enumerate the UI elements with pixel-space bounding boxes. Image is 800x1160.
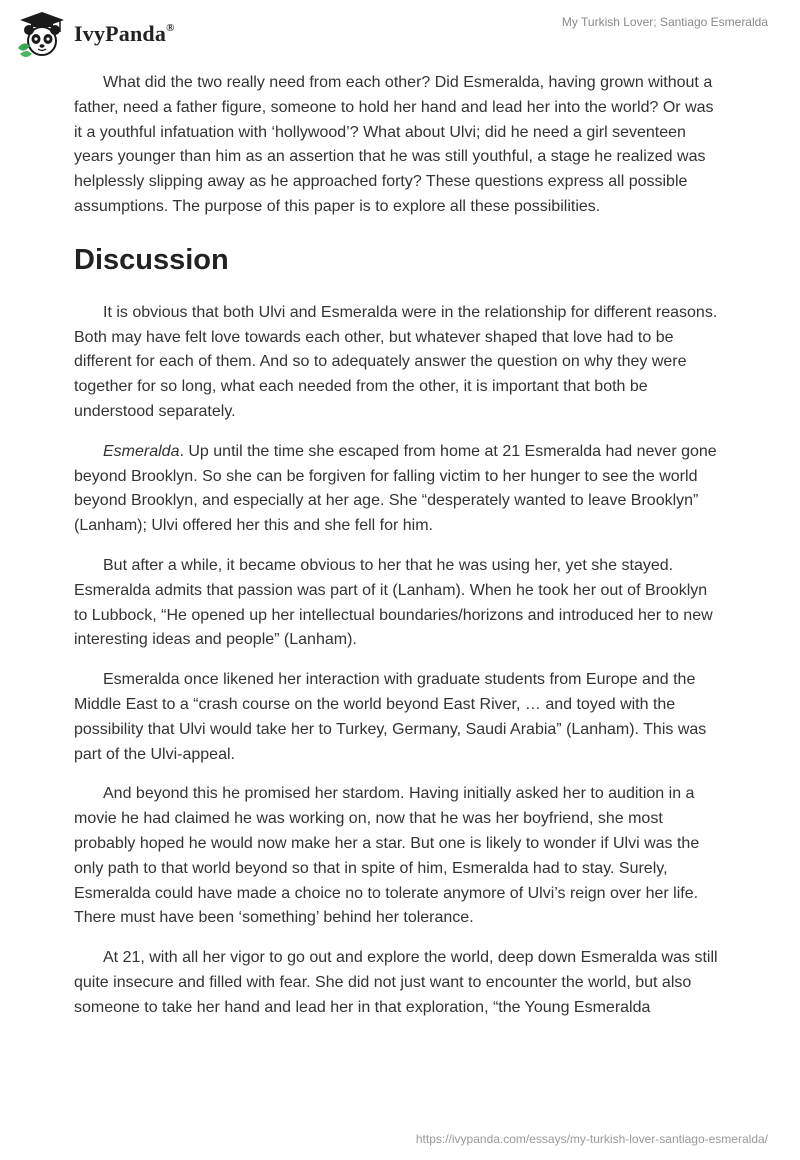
essay-body — [74, 71, 724, 1036]
running-title: My Turkish Lover; Santiago Esmeralda — [561, 15, 768, 29]
discussion-paragraph-2 — [74, 440, 724, 539]
intro-paragraph: What did the two really need from each other? Did Esmeralda, having grown without a father, need a father figure, someone to hold her hand and lead her into the world? Or was it a youthful infatuation with ‘hollywood’? What about Ulvi; did he need a girl seventeen years younger than him as an assertion that he was still youthful, a stage he realized was helplessly slipping away as he approached forty? These questions express all possible assumptions. The purpose of this paper is to explore all these possibilities. — [74, 74, 714, 215]
discussion-paragraph-5: And beyond this he promised her stardom. Having initially asked her to audition in a movie he had claimed he was working on, now that he was her boyfriend, she most probably hoped he would now make her a star. But one is likely to wonder if Ulvi was the only path to that world beyond so that in spite of him, Esmeralda had to stay. Surely, Esmeralda could have made a choice no to tolerate anymore of Ulvi’s reign over her life. There must have been ‘something’ behind her tolerance. — [74, 785, 700, 927]
paragraph-text: . Up until the time she escaped from home at 21 Esmeralda had never gone beyond Brooklyn. So she can be forgiven for falling victim to her hunger to see the world beyond Brooklyn, and especially at her age. She “desperately wanted to leave Brooklyn” (Lanham); Ulvi offered her this and she fell for him. — [74, 442, 717, 535]
panda-graduate-icon — [14, 8, 70, 60]
paragraph-lead-term: Esmeralda — [103, 442, 180, 460]
registered-mark: ® — [166, 21, 175, 34]
brand-logo[interactable] — [14, 8, 175, 60]
source-url[interactable]: https://ivypanda.com/essays/my-turkish-lover-santiago-esmeralda/ — [415, 1132, 768, 1146]
discussion-paragraph-1: It is obvious that both Ulvi and Esmeralda were in the relationship for different reasons. Both may have felt love towards each other, but whatever shaped that love had to be different for each of them. And so to adequately answer the question on why they were together for so long, what each needed from the other, it is important that both be understood separately. — [74, 303, 718, 420]
brand-name: IvyPanda® — [74, 21, 175, 46]
discussion-paragraph-3: But after a while, it became obvious to her that he was using her, yet she stayed. Esmeralda admits that passion was part of it (Lanham). When he took her out of Brooklyn to Lubbock, “He opened up her intellectual boundaries/horizons and introduced her to new interesting ideas and people” (Lanham). — [74, 556, 713, 649]
page-header — [0, 0, 800, 64]
discussion-paragraph-4: Esmeralda once likened her interaction with graduate students from Europe and the Middle East to a “crash course on the world beyond East River, … and toyed with the possibility that Ulvi would take her to Turkey, Germany, Saudi Arabia” (Lanham). This was part of the Ulvi-appeal. — [74, 671, 707, 763]
section-heading-discussion: Discussion — [74, 243, 229, 276]
discussion-paragraph-6: At 21, with all her vigor to go out and explore the world, deep down Esmeralda was still quite insecure and filled with fear. She did not just want to encounter the world, but also someone to take her hand and lead her in that exploration, “the Young Esmeralda — [74, 949, 718, 1016]
